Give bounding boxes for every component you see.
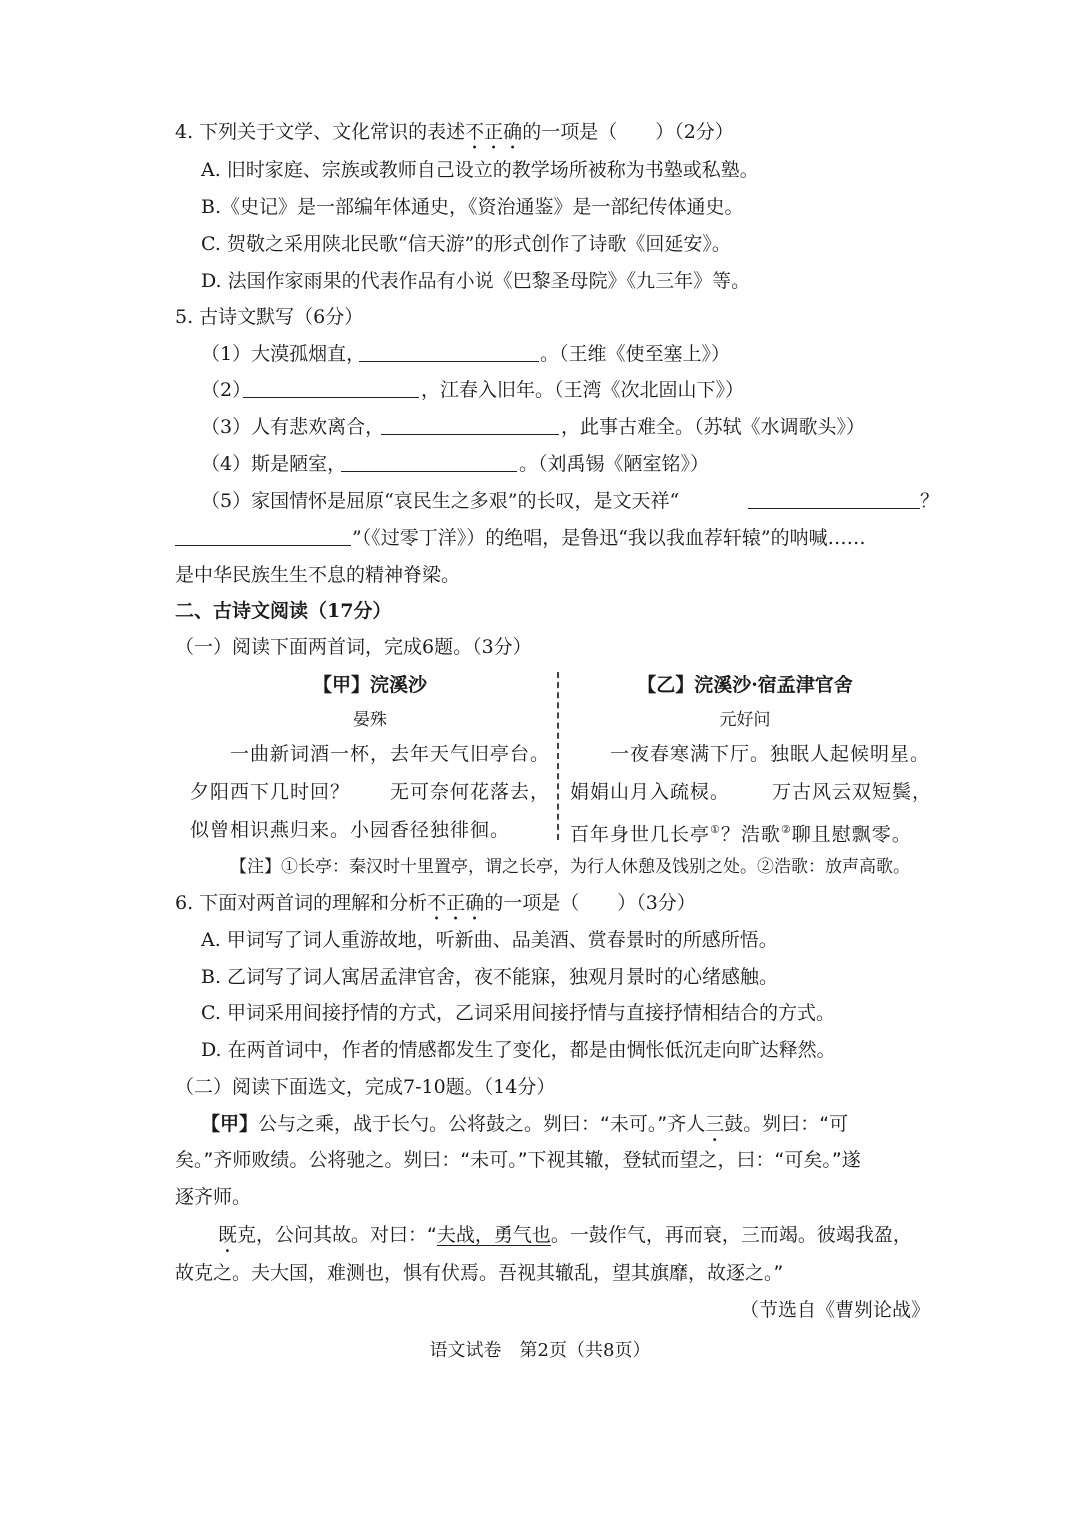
passage-line-1-text: 【甲】公与之乘，战于长勺。公将鼓之。刿曰：“未可。”齐人三鼓。刿曰：“可 bbox=[201, 1113, 849, 1135]
q6-option-b: B. 乙词写了词人寓居孟津官舍，夜不能寐，独观月景时的心绪感触。 bbox=[201, 966, 779, 988]
passage-tag: 【甲】 bbox=[201, 1113, 259, 1135]
q5-item-2: （2） ，江春入旧年。（王湾《次北固山下》） bbox=[201, 379, 745, 401]
poem-yi-line-2: 娟娟山月入疏棂。 万古风云双短鬓， bbox=[570, 781, 933, 803]
q6-stem-text: 6. 下面对两首词的理解和分析不正确的一项是（ ）（3分） bbox=[175, 892, 696, 914]
passage-line-2: 矣。”齐师败绩。公将驰之。刿曰：“未可。”下视其辙，登轼而望之，曰：“可矣。”遂 bbox=[175, 1149, 861, 1171]
q6-stem bbox=[0, 889, 1080, 917]
poem-yi-line-3 bbox=[0, 816, 1080, 844]
footnote-marker-1: ① bbox=[710, 823, 721, 836]
underlined-phrase: 夫战，勇气也 bbox=[436, 1224, 551, 1246]
answer-blank[interactable] bbox=[175, 545, 351, 546]
q5-item-5-cont: ”（《过零丁洋》）的绝唱，是鲁迅“我以我血荐轩辕”的呐喊…… bbox=[0, 524, 1080, 552]
poem-yi-line-3-text: 百年身世几长亭①？浩歌②聊且慰飘零。 bbox=[570, 823, 912, 846]
poem-jia-author: 晏殊 bbox=[353, 710, 387, 730]
answer-blank[interactable] bbox=[341, 471, 517, 472]
q5-item-5-end: 是中华民族生生不息的精神脊梁。 bbox=[175, 564, 461, 586]
passage-line-4-text: 既克，公问其故。对曰：“夫战，勇气也。一鼓作气，再而衰，三而竭。彼竭我盈， bbox=[218, 1224, 912, 1246]
answer-blank[interactable] bbox=[748, 508, 920, 509]
poem-note: 【注】①长亭：秦汉时十里置亭，谓之长亭，为行人休憩及饯别之处。②浩歌：放声高歌。 bbox=[230, 857, 910, 877]
q4-option-d: D. 法国作家雨果的代表作品有小说《巴黎圣母院》《九三年》等。 bbox=[201, 270, 751, 292]
section-2-title: 二、古诗文阅读（17分） bbox=[175, 600, 392, 622]
poem-jia-title: 【甲】浣溪沙 bbox=[312, 674, 427, 696]
emphasis-dots: 既 bbox=[218, 1224, 238, 1246]
answer-blank[interactable] bbox=[359, 361, 539, 362]
footnote-marker-2: ② bbox=[780, 823, 792, 836]
poem-yi-line-1: 一夜春寒满下厅。独眠人起候明星。 bbox=[610, 743, 931, 765]
q4-option-a: A. 旧时家庭、宗族或教师自己设立的教学场所被称为书塾或私塾。 bbox=[201, 159, 759, 181]
emphasis-dots: 三 bbox=[705, 1113, 725, 1135]
q5-item-5: （5）家国情怀是屈原“哀民生之多艰”的长叹，是文天祥“ ？ bbox=[201, 490, 940, 512]
passage-line-1 bbox=[0, 1110, 1080, 1138]
poem-yi-author: 元好问 bbox=[719, 710, 771, 730]
part-2-instruction: （二）阅读下面选文，完成7-10题。（14分） bbox=[175, 1076, 556, 1098]
answer-blank[interactable] bbox=[243, 397, 419, 398]
q4-option-b: B.《史记》是一部编年体通史，《资治通鉴》是一部纪传体通史。 bbox=[201, 196, 744, 218]
q4-stem-text: 4. 下列关于文学、文化常识的表述不正确的一项是（ ）（2分） bbox=[175, 121, 734, 143]
answer-blank[interactable] bbox=[381, 434, 559, 435]
poem-jia-line-1: 一曲新词酒一杯，去年天气旧亭台。 bbox=[230, 743, 551, 765]
q5-item-1: （1）大漠孤烟直， 。（王维《使至塞上》） bbox=[201, 343, 731, 365]
q5-item-4: （4）斯是陋室， 。（刘禹锡《陋室铭》） bbox=[201, 453, 710, 475]
q4-option-c: C. 贺敬之采用陕北民歌“信天游”的形式创作了诗歌《回延安》。 bbox=[201, 233, 731, 255]
q6-option-a: A. 甲词写了词人重游故地，听新曲、品美酒、赏春景时的所感所悟。 bbox=[201, 929, 778, 951]
emphasis-dots: 不正确 bbox=[465, 121, 523, 143]
poem-jia-line-2: 夕阳西下几时回？ 无可奈何花落去， bbox=[190, 781, 551, 803]
passage-line-5: 故克之。夫大国，难测也，惧有伏焉。吾视其辙乱，望其旗靡，故逐之。” bbox=[175, 1262, 784, 1284]
q6-option-d: D. 在两首词中，作者的情感都发生了变化，都是由惆怅低沉走向旷达释然。 bbox=[201, 1039, 836, 1061]
poem-jia-line-3: 似曾相识燕归来。小园香径独徘徊。 bbox=[190, 819, 511, 841]
q4-stem bbox=[0, 118, 1080, 146]
part-1-instruction: （一）阅读下面两首词，完成6题。（3分） bbox=[175, 636, 532, 658]
poem-yi-title: 【乙】浣溪沙·宿孟津官舍 bbox=[637, 674, 853, 696]
passage-source: （节选自《曹刿论战》 bbox=[740, 1299, 931, 1321]
page-footer: 语文试卷 第2页（共8页） bbox=[429, 1340, 651, 1361]
passage-line-3: 逐齐师。 bbox=[175, 1186, 252, 1208]
q5-stem: 5. 古诗文默写（6分） bbox=[175, 306, 364, 328]
passage-line-4 bbox=[0, 1221, 1080, 1249]
q6-option-c: C. 甲词采用间接抒情的方式，乙词采用间接抒情与直接抒情相结合的方式。 bbox=[201, 1002, 835, 1024]
emphasis-dots: 不正确 bbox=[427, 892, 485, 914]
q5-item-3: （3）人有悲欢离合， ，此事古难全。（苏轼《水调歌头》） bbox=[201, 416, 866, 438]
